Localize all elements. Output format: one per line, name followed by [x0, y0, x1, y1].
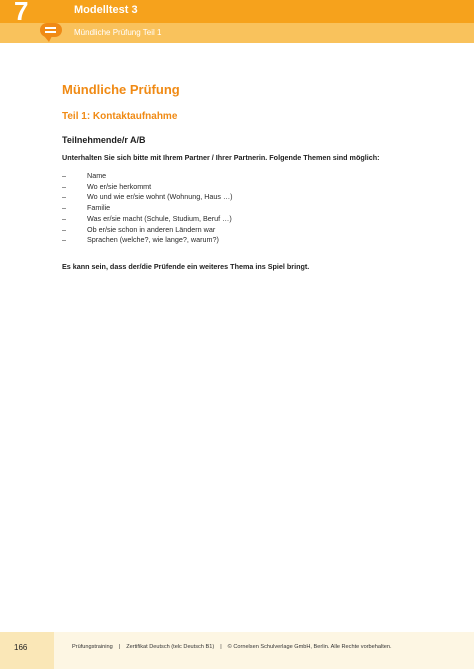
section-title: Teil 1: Kontaktaufnahme	[62, 111, 178, 122]
bullet-dash: –	[62, 171, 66, 180]
topic-text: Wo und wie er/sie wohnt (Wohnung, Haus …)	[87, 192, 233, 202]
participant-label: Teilnehmende/r A/B	[62, 135, 146, 145]
footer-series: Prüfungstraining	[72, 644, 113, 650]
bullet-dash: –	[62, 235, 66, 245]
page-header	[0, 0, 474, 44]
list-item	[62, 182, 442, 193]
topic-text: Familie	[87, 203, 111, 213]
footer-separator: |	[220, 644, 222, 650]
bullet-dash: –	[62, 203, 66, 213]
list-item	[62, 214, 442, 225]
page-heading: Mündliche Prüfung	[62, 82, 180, 97]
topic-text: Was er/sie macht (Schule, Studium, Beruf …)	[87, 213, 232, 223]
speech-bubble-icon	[40, 23, 62, 37]
topic-text: Name	[87, 171, 107, 180]
chapter-number: 7	[14, 0, 29, 26]
list-item	[62, 235, 442, 246]
header-subbar	[0, 23, 474, 43]
bullet-dash: –	[62, 181, 66, 191]
page-number: 166	[14, 643, 28, 652]
bullet-dash: –	[62, 224, 66, 234]
footer-separator: |	[118, 644, 121, 650]
footer-copyright: © Cornelsen Schulverlage GmbH, Berlin. Alle Rechte vorbehalten.	[227, 644, 392, 650]
header-subtitle: Mündliche Prüfung Teil 1	[74, 28, 162, 37]
main-content	[62, 82, 442, 271]
footer-book: Zertifikat Deutsch (telc Deutsch B1)	[126, 644, 215, 650]
list-item	[62, 171, 442, 182]
header-title: Modelltest 3	[74, 4, 138, 16]
list-item	[62, 225, 442, 236]
topic-text: Ob er/sie schon in anderen Ländern war	[87, 224, 216, 234]
note-text: Es kann sein, dass der/die Prüfende ein weiteres Thema ins Spiel bringt.	[62, 261, 310, 271]
footer-credits	[72, 644, 392, 650]
list-item	[62, 192, 442, 203]
bullet-dash: –	[62, 192, 66, 202]
header-bar	[0, 0, 474, 23]
page-footer	[0, 632, 474, 669]
topic-list	[62, 171, 442, 246]
topic-text: Wo er/sie herkommt	[87, 181, 152, 191]
topic-text: Sprachen (welche?, wie lange?, warum?)	[87, 235, 219, 245]
bullet-dash: –	[62, 213, 66, 223]
instruction-text: Unterhalten Sie sich bitte mit Ihrem Partner / Ihrer Partnerin. Folgende Themen sind möglich:	[62, 153, 380, 162]
list-item	[62, 203, 442, 214]
